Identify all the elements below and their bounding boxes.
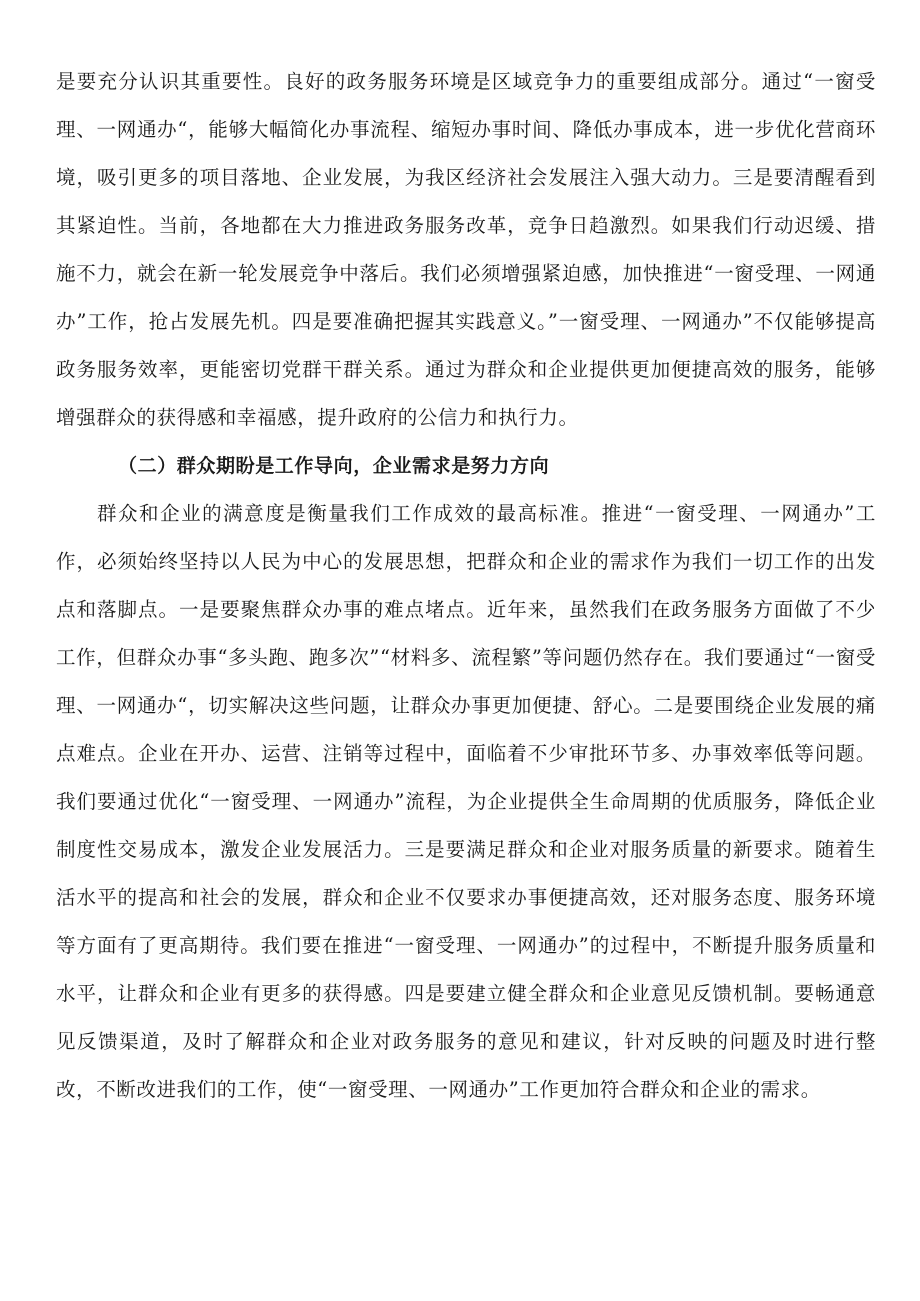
section-heading: （二）群众期盼是工作导向，企业需求是努力方向 bbox=[118, 455, 550, 477]
body-paragraph: 是要充分认识其重要性。良好的政务服务环境是区域竞争力的重要组成部分。通过“一窗受理、一网通办“，能够大幅简化办事流程、缩短办事时间、降低办事成本，进一步优化营商环境，吸引更多的项目落地、企业发展，为我区经济社会发展注入强大动力。三是要清醒看到其紧迫性。当前，各地都在大力推进政务服务改革，竞争日趋激烈。如果我们行动迟缓、措施不力，就会在新一轮发展竞争中落后。我们必须增强紧迫感，加快推进“一窗受理、一网通办”工作，抢占发展先机。四是要准确把握其实践意义。”一窗受理、一网通办”不仅能够提高政务服务效率，更能密切党群干群关系。通过为群众和企业提供更加便捷高效的服务，能够增强群众的获得感和幸福感，提升政府的公信力和执行力。 bbox=[56, 70, 876, 429]
document-page bbox=[56, 58, 876, 1114]
body-paragraph: 群众和企业的满意度是衡量我们工作成效的最高标准。推进“一窗受理、一网通办”工作，必须始终坚持以人民为中心的发展思想，把群众和企业的需求作为我们一切工作的出发点和落脚点。一是要聚焦群众办事的难点堵点。近年来，虽然我们在政务服务方面做了不少工作，但群众办事“多头跑、跑多次”“材料多、流程繁”等问题仍然存在。我们要通过“一窗受理、一网通办“，切实解决这些问题，让群众办事更加便捷、舒心。二是要围绕企业发展的痛点难点。企业在开办、运营、注销等过程中，面临着不少审批环节多、办事效率低等问题。我们要通过优化“一窗受理、一网通办”流程，为企业提供全生命周期的优质服务，降低企业制度性交易成本，激发企业发展活力。三是要满足群众和企业对服务质量的新要求。随着生活水平的提高和社会的发展，群众和企业不仅要求办事便捷高效，还对服务态度、服务环境等方面有了更高期待。我们要在推进“一窗受理、一网通办”的过程中，不断提升服务质量和水平，让群众和企业有更多的获得感。四是要建立健全群众和企业意见反馈机制。要畅通意见反馈渠道，及时了解群众和企业对政务服务的意见和建议，针对反映的问题及时进行整改，不断改进我们的工作，使“一窗受理、一网通办”工作更加符合群众和企业的需求。 bbox=[56, 502, 876, 1101]
